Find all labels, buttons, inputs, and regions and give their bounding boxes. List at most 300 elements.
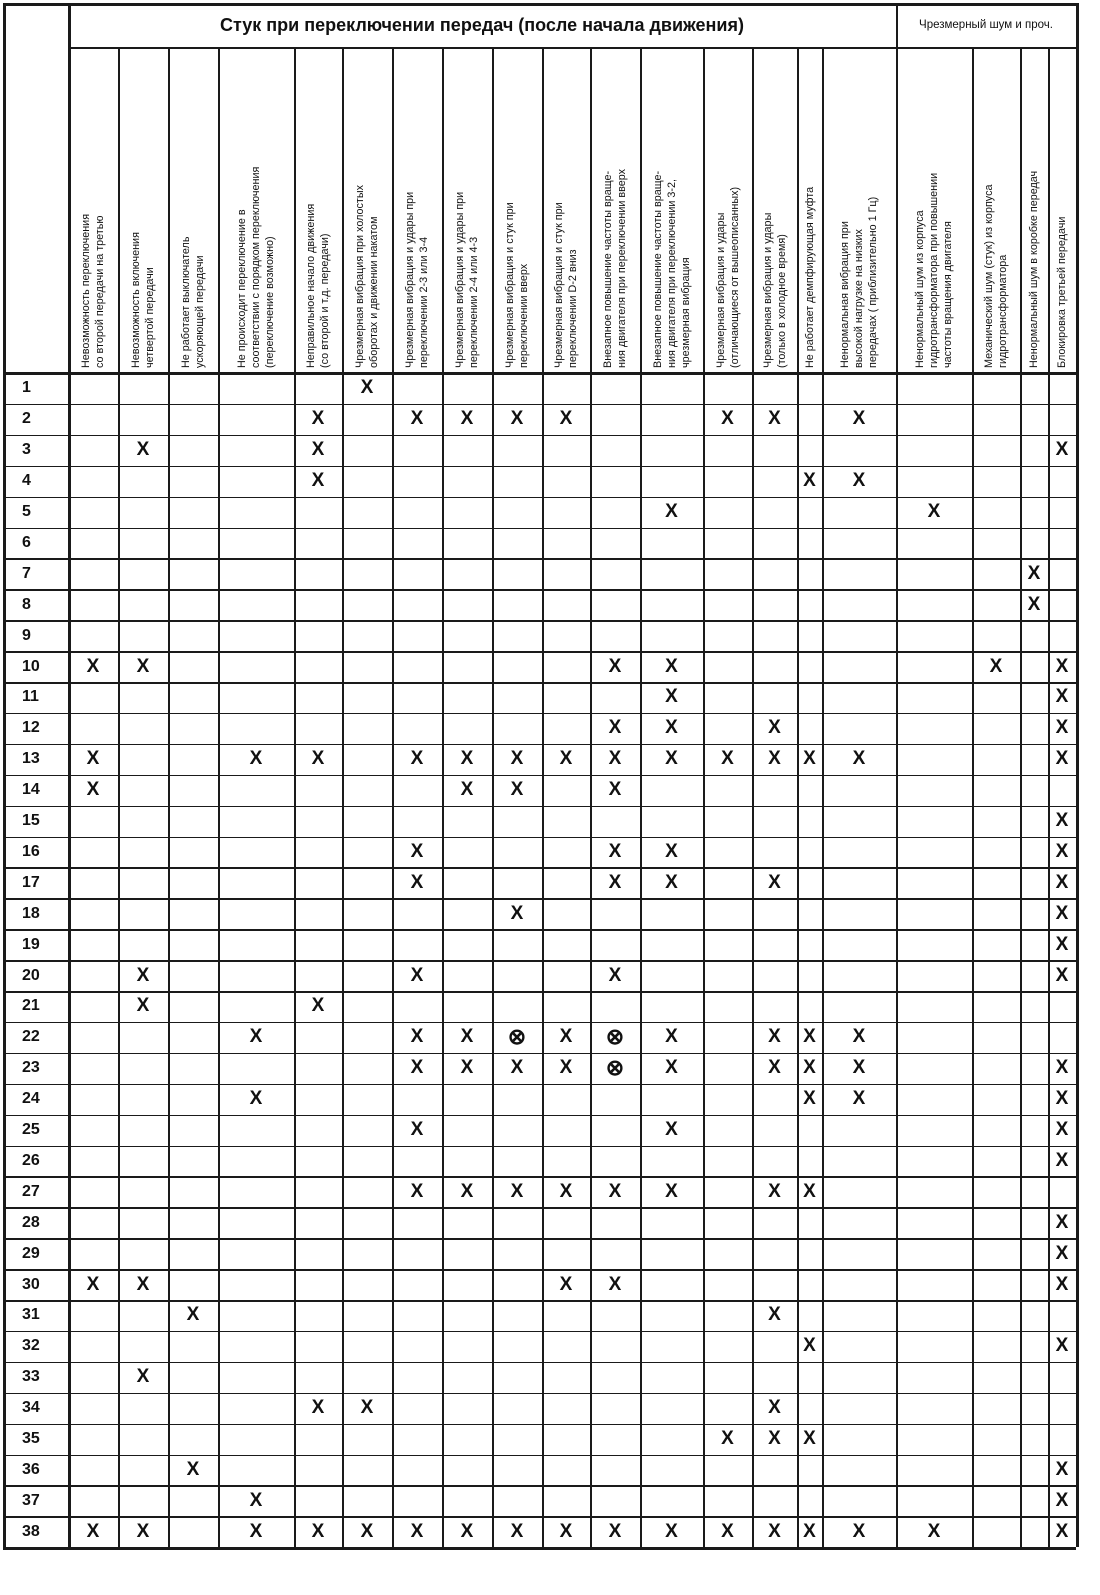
x-mark: X bbox=[460, 1520, 474, 1542]
x-mark: X bbox=[803, 748, 816, 770]
row-number: 36 bbox=[22, 1460, 40, 1478]
row-number: 37 bbox=[22, 1491, 40, 1509]
column-header-8 bbox=[442, 47, 492, 372]
x-mark: X bbox=[249, 1489, 263, 1511]
x-mark: X bbox=[1055, 871, 1069, 893]
x-mark: X bbox=[559, 408, 573, 430]
x-mark: X bbox=[665, 655, 678, 677]
x-mark: X bbox=[311, 439, 325, 461]
column-header-line: переключении 2-4 или 4-3 bbox=[468, 236, 480, 368]
grid-line-row bbox=[3, 806, 1076, 808]
x-mark: X bbox=[410, 748, 424, 770]
grid-line-row bbox=[3, 1424, 1076, 1426]
grid-line-row bbox=[3, 620, 1076, 622]
x-mark: X bbox=[665, 686, 678, 708]
x-mark: X bbox=[768, 717, 781, 739]
x-mark: X bbox=[803, 1335, 816, 1357]
grid-line-column bbox=[294, 47, 296, 1547]
column-header-line: (только в холодное время) bbox=[775, 234, 788, 368]
x-mark: X bbox=[721, 748, 734, 770]
grid-line-row bbox=[3, 1362, 1076, 1364]
x-mark: X bbox=[86, 779, 100, 801]
row-number: 25 bbox=[22, 1121, 40, 1139]
row-number: 18 bbox=[22, 904, 40, 922]
column-header-line: (со второй и т.д. передачи) bbox=[319, 233, 331, 368]
x-mark: X bbox=[665, 1057, 678, 1079]
column-header-6 bbox=[342, 47, 392, 372]
x-mark: X bbox=[852, 1057, 866, 1079]
x-mark: X bbox=[311, 995, 325, 1017]
x-mark: X bbox=[136, 439, 150, 461]
column-header-4 bbox=[218, 47, 294, 372]
x-mark: X bbox=[665, 717, 678, 739]
x-mark: X bbox=[665, 748, 678, 770]
column-header-line: Не работает демпфирующая муфта bbox=[803, 186, 816, 368]
x-mark: X bbox=[768, 1304, 781, 1326]
grid-line-row bbox=[3, 1516, 1076, 1518]
x-mark: X bbox=[927, 1520, 941, 1542]
grid-line-row bbox=[3, 929, 1076, 931]
row-number: 6 bbox=[22, 533, 31, 551]
x-mark: X bbox=[927, 501, 941, 523]
column-header-15 bbox=[797, 47, 822, 372]
x-mark: X bbox=[249, 1520, 263, 1542]
x-mark: X bbox=[1055, 933, 1069, 955]
x-mark: X bbox=[1027, 593, 1041, 615]
x-mark: X bbox=[86, 1273, 100, 1295]
grid-line-column bbox=[1020, 47, 1022, 1547]
row-number: 8 bbox=[22, 595, 31, 613]
column-header-line: гидротрансформатора при повышении bbox=[928, 172, 940, 368]
grid-line-row bbox=[3, 528, 1076, 530]
column-header-line: Невозможность переключения bbox=[80, 213, 92, 368]
row-number: 38 bbox=[22, 1522, 40, 1540]
grid-line-column bbox=[392, 47, 394, 1547]
grid-line-row bbox=[3, 1115, 1076, 1117]
x-mark: X bbox=[1055, 1273, 1069, 1295]
x-mark: X bbox=[136, 964, 150, 986]
x-mark: X bbox=[852, 748, 866, 770]
x-mark: X bbox=[803, 1057, 816, 1079]
x-mark: X bbox=[311, 748, 325, 770]
row-number: 27 bbox=[22, 1182, 40, 1200]
grid-line-row bbox=[3, 558, 1076, 560]
x-mark: X bbox=[852, 1026, 866, 1048]
x-mark: X bbox=[803, 1088, 816, 1110]
x-mark: X bbox=[852, 1520, 866, 1542]
column-header-line: Ненормальный шум в коробке передач bbox=[1028, 170, 1040, 368]
column-header-line: переключении вверх bbox=[518, 263, 530, 368]
row-number: 7 bbox=[22, 564, 31, 582]
row-number: 1 bbox=[22, 379, 31, 397]
column-header-line: Ненормальный шум из корпуса bbox=[914, 210, 926, 368]
grid-line-column bbox=[1048, 47, 1050, 1547]
x-mark: X bbox=[86, 1520, 100, 1542]
x-mark: X bbox=[1055, 1088, 1069, 1110]
column-header-line: Чрезмерная вибрация и удары bbox=[761, 212, 774, 368]
x-mark: X bbox=[360, 1397, 374, 1419]
column-header-line: передачах ( приблизительно 1 Гц) bbox=[867, 196, 879, 368]
x-mark: X bbox=[768, 1026, 781, 1048]
x-mark: X bbox=[410, 871, 424, 893]
x-mark: X bbox=[803, 1428, 816, 1450]
x-mark: X bbox=[410, 1057, 424, 1079]
column-header-14 bbox=[752, 47, 797, 372]
x-mark: X bbox=[510, 408, 524, 430]
x-mark: X bbox=[1055, 748, 1069, 770]
row-number: 24 bbox=[22, 1090, 40, 1108]
grid-line-column bbox=[342, 47, 344, 1547]
x-mark: X bbox=[768, 748, 781, 770]
grid-line-column bbox=[972, 47, 974, 1547]
x-mark: X bbox=[460, 779, 474, 801]
x-mark: X bbox=[852, 408, 866, 430]
grid-line-column bbox=[797, 47, 799, 1547]
grid-line-header bbox=[3, 372, 1076, 375]
column-header-line: Не происходит переключение в bbox=[236, 209, 248, 368]
row-number: 12 bbox=[22, 719, 40, 737]
column-header-13 bbox=[703, 47, 752, 372]
grid-line-row bbox=[3, 991, 1076, 993]
grid-line-row bbox=[3, 713, 1076, 715]
column-header-line: Невозможность включения bbox=[130, 232, 142, 368]
x-mark: X bbox=[410, 840, 424, 862]
circled-x-mark: ⊗ bbox=[507, 1024, 527, 1050]
column-header-line: гидротрансформатора bbox=[997, 254, 1009, 368]
row-number: 3 bbox=[22, 441, 31, 459]
x-mark: X bbox=[768, 1520, 781, 1542]
column-header-19 bbox=[1020, 47, 1048, 372]
x-mark: X bbox=[768, 408, 781, 430]
grid-line-row bbox=[3, 837, 1076, 839]
x-mark: X bbox=[1055, 717, 1069, 739]
x-mark: X bbox=[665, 501, 678, 523]
column-header-line: со второй передачи на третью bbox=[94, 215, 106, 368]
column-header-line: Ненормальная вибрация при bbox=[839, 221, 851, 368]
x-mark: X bbox=[768, 1397, 781, 1419]
column-header-line: Чрезмерная вибрация и удары при bbox=[454, 191, 466, 368]
row-number: 4 bbox=[22, 472, 31, 490]
grid-line-row bbox=[3, 589, 1076, 591]
row-number: 10 bbox=[22, 657, 40, 675]
x-mark: X bbox=[852, 470, 866, 492]
row-number: 11 bbox=[22, 688, 39, 706]
grid-line-row bbox=[3, 1300, 1076, 1302]
column-header-line: ния двигателя при переключении вверх bbox=[616, 168, 628, 368]
x-mark: X bbox=[608, 1520, 622, 1542]
x-mark: X bbox=[721, 408, 734, 430]
column-header-line: Чрезмерная вибрация при холостых bbox=[354, 184, 366, 368]
x-mark: X bbox=[559, 1026, 573, 1048]
grid-line-row bbox=[3, 1485, 1076, 1487]
x-mark: X bbox=[410, 408, 424, 430]
grid-line-row bbox=[3, 775, 1076, 777]
x-mark: X bbox=[510, 1057, 524, 1079]
x-mark: X bbox=[989, 655, 1003, 677]
row-number: 21 bbox=[22, 997, 40, 1015]
x-mark: X bbox=[86, 655, 100, 677]
x-mark: X bbox=[249, 1088, 263, 1110]
column-header-11 bbox=[590, 47, 640, 372]
x-mark: X bbox=[608, 840, 622, 862]
grid-line-column bbox=[822, 47, 824, 1547]
x-mark: X bbox=[559, 1520, 573, 1542]
grid-line-column bbox=[68, 3, 71, 1547]
x-mark: X bbox=[311, 1397, 325, 1419]
x-mark: X bbox=[249, 748, 263, 770]
grid-line-row bbox=[3, 1022, 1076, 1024]
column-header-line: соответствии с порядком переключения bbox=[250, 166, 262, 368]
row-number: 9 bbox=[22, 626, 31, 644]
group-title-excessive-noise: Чрезмерный шум и проч. bbox=[919, 19, 1053, 31]
grid-line-row bbox=[3, 1053, 1076, 1055]
grid-line-column bbox=[3, 3, 6, 1547]
x-mark: X bbox=[311, 470, 325, 492]
grid-line-column bbox=[492, 47, 494, 1547]
x-mark: X bbox=[510, 902, 524, 924]
column-header-line: Блокировка третьей передачи bbox=[1056, 216, 1068, 368]
x-mark: X bbox=[136, 1366, 150, 1388]
row-number: 26 bbox=[22, 1151, 40, 1169]
grid-line-column bbox=[703, 47, 705, 1547]
column-header-line: чрезмерная вибрация bbox=[679, 257, 692, 368]
x-mark: X bbox=[559, 1057, 573, 1079]
x-mark: X bbox=[360, 377, 374, 399]
x-mark: X bbox=[186, 1304, 200, 1326]
x-mark: X bbox=[665, 1026, 678, 1048]
column-header-12 bbox=[640, 47, 703, 372]
x-mark: X bbox=[608, 871, 622, 893]
x-mark: X bbox=[608, 655, 622, 677]
row-number: 23 bbox=[22, 1059, 40, 1077]
column-header-line: переключении D-2 вниз bbox=[567, 249, 579, 368]
x-mark: X bbox=[665, 1119, 678, 1141]
grid-line-row bbox=[3, 744, 1076, 746]
column-header-3 bbox=[168, 47, 218, 372]
x-mark: X bbox=[1055, 964, 1069, 986]
grid-line-row bbox=[3, 466, 1076, 468]
column-header-18 bbox=[972, 47, 1020, 372]
row-number: 29 bbox=[22, 1244, 40, 1262]
column-header-line: (переключение возможно) bbox=[264, 236, 276, 368]
x-mark: X bbox=[136, 1273, 150, 1295]
grid-line-column bbox=[896, 3, 898, 1547]
x-mark: X bbox=[1055, 1242, 1069, 1264]
x-mark: X bbox=[608, 779, 622, 801]
x-mark: X bbox=[186, 1458, 200, 1480]
column-header-17 bbox=[896, 47, 972, 372]
column-header-line: ния двигателя при переключении 3-2, bbox=[665, 179, 678, 368]
grid-line-row bbox=[3, 1084, 1076, 1086]
column-header-line: оборотах и движении накатом bbox=[368, 216, 380, 368]
column-header-line: Чрезмерная вибрация и стук при bbox=[553, 202, 565, 368]
x-mark: X bbox=[608, 717, 622, 739]
x-mark: X bbox=[803, 1026, 816, 1048]
row-number: 13 bbox=[22, 750, 40, 768]
x-mark: X bbox=[136, 1520, 150, 1542]
x-mark: X bbox=[559, 1180, 573, 1202]
x-mark: X bbox=[559, 748, 573, 770]
x-mark: X bbox=[1055, 439, 1069, 461]
row-number: 35 bbox=[22, 1430, 40, 1448]
x-mark: X bbox=[665, 840, 678, 862]
grid-line-column bbox=[1076, 3, 1079, 1547]
x-mark: X bbox=[665, 871, 678, 893]
column-header-1 bbox=[68, 47, 118, 372]
column-header-line: (отличающиеся от вышеописанных) bbox=[728, 186, 741, 368]
column-header-line: Внезапное повышение частоты враще- bbox=[602, 170, 614, 368]
x-mark: X bbox=[665, 1180, 678, 1202]
x-mark: X bbox=[1027, 562, 1041, 584]
x-mark: X bbox=[1055, 1119, 1069, 1141]
x-mark: X bbox=[721, 1428, 734, 1450]
x-mark: X bbox=[410, 964, 424, 986]
group-title-gear-shift-knock: Стук при переключении передач (после начала движения) bbox=[220, 14, 744, 35]
column-header-line: частоты вращения двигателя bbox=[942, 221, 954, 368]
x-mark: X bbox=[852, 1088, 866, 1110]
x-mark: X bbox=[510, 1520, 524, 1542]
column-header-line: Чрезмерная вибрация и удары bbox=[714, 212, 727, 368]
grid-line-column bbox=[168, 47, 170, 1547]
x-mark: X bbox=[1055, 1057, 1069, 1079]
x-mark: X bbox=[1055, 1149, 1069, 1171]
x-mark: X bbox=[311, 408, 325, 430]
grid-line-row bbox=[3, 1146, 1076, 1148]
row-number: 32 bbox=[22, 1337, 40, 1355]
row-number: 33 bbox=[22, 1368, 40, 1386]
circled-x-mark: ⊗ bbox=[605, 1055, 625, 1081]
x-mark: X bbox=[608, 1273, 622, 1295]
row-number: 16 bbox=[22, 842, 40, 860]
x-mark: X bbox=[768, 1180, 781, 1202]
x-mark: X bbox=[410, 1180, 424, 1202]
column-header-line: переключении 2-3 или 3-4 bbox=[418, 236, 430, 368]
x-mark: X bbox=[721, 1520, 734, 1542]
row-number: 22 bbox=[22, 1028, 40, 1046]
grid-line-column bbox=[542, 47, 544, 1547]
x-mark: X bbox=[1055, 1335, 1069, 1357]
row-number: 17 bbox=[22, 873, 40, 891]
x-mark: X bbox=[1055, 902, 1069, 924]
column-header-5 bbox=[294, 47, 342, 372]
x-mark: X bbox=[1055, 1458, 1069, 1480]
x-mark: X bbox=[360, 1520, 374, 1542]
column-header-2 bbox=[118, 47, 168, 372]
grid-line-column bbox=[442, 47, 444, 1547]
column-header-9 bbox=[492, 47, 542, 372]
row-number: 31 bbox=[22, 1306, 40, 1324]
grid-line-row bbox=[3, 960, 1076, 962]
x-mark: X bbox=[608, 748, 622, 770]
grid-line-column bbox=[590, 47, 592, 1547]
grid-line-row bbox=[3, 1207, 1076, 1209]
column-header-10 bbox=[542, 47, 590, 372]
x-mark: X bbox=[1055, 840, 1069, 862]
column-header-line: Внезапное повышение частоты враще- bbox=[651, 170, 664, 368]
grid-line-row bbox=[3, 1393, 1076, 1395]
x-mark: X bbox=[86, 748, 100, 770]
x-mark: X bbox=[803, 470, 816, 492]
x-mark: X bbox=[665, 1520, 678, 1542]
x-mark: X bbox=[608, 1180, 622, 1202]
x-mark: X bbox=[1055, 1489, 1069, 1511]
x-mark: X bbox=[311, 1520, 325, 1542]
grid-line-row bbox=[3, 404, 1076, 406]
row-number: 15 bbox=[22, 812, 40, 830]
grid-line-row bbox=[3, 1331, 1076, 1333]
x-mark: X bbox=[1055, 655, 1069, 677]
grid-line-row bbox=[3, 1455, 1076, 1457]
row-number: 20 bbox=[22, 966, 40, 984]
grid-line-row bbox=[3, 497, 1076, 499]
grid-line-row bbox=[3, 867, 1076, 869]
column-header-line: высокой нагрузке на низких bbox=[853, 229, 865, 368]
row-number: 28 bbox=[22, 1213, 40, 1231]
x-mark: X bbox=[510, 1180, 524, 1202]
circled-x-mark: ⊗ bbox=[605, 1024, 625, 1050]
grid-line-row bbox=[3, 682, 1076, 684]
x-mark: X bbox=[410, 1119, 424, 1141]
x-mark: X bbox=[559, 1273, 573, 1295]
x-mark: X bbox=[136, 655, 150, 677]
row-number: 34 bbox=[22, 1399, 40, 1417]
grid-line-row bbox=[3, 1176, 1076, 1178]
x-mark: X bbox=[1055, 686, 1069, 708]
grid-line-column bbox=[118, 47, 120, 1547]
x-mark: X bbox=[460, 1057, 474, 1079]
x-mark: X bbox=[136, 995, 150, 1017]
x-mark: X bbox=[460, 748, 474, 770]
column-header-7 bbox=[392, 47, 442, 372]
grid-line-row bbox=[3, 1238, 1076, 1240]
x-mark: X bbox=[460, 1180, 474, 1202]
grid-line-row bbox=[3, 435, 1076, 437]
row-number: 5 bbox=[22, 503, 31, 521]
grid-line-column bbox=[218, 47, 220, 1547]
x-mark: X bbox=[460, 1026, 474, 1048]
x-mark: X bbox=[410, 1520, 424, 1542]
grid-line-top bbox=[3, 3, 1076, 6]
x-mark: X bbox=[803, 1520, 816, 1542]
column-header-16 bbox=[822, 47, 896, 372]
grid-line-column bbox=[640, 47, 642, 1547]
x-mark: X bbox=[1055, 810, 1069, 832]
grid-line-column bbox=[752, 47, 754, 1547]
x-mark: X bbox=[1055, 1520, 1069, 1542]
x-mark: X bbox=[768, 1428, 781, 1450]
column-header-line: ускоряющей передачи bbox=[194, 255, 206, 368]
column-header-line: Неправильное начало движения bbox=[305, 203, 317, 368]
x-mark: X bbox=[1055, 1211, 1069, 1233]
grid-line-row bbox=[3, 898, 1076, 900]
column-header-20 bbox=[1048, 47, 1076, 372]
column-header-line: четвертой передачи bbox=[144, 267, 156, 368]
x-mark: X bbox=[608, 964, 622, 986]
x-mark: X bbox=[510, 748, 524, 770]
grid-line-row bbox=[3, 1547, 1076, 1550]
x-mark: X bbox=[510, 779, 524, 801]
column-header-line: Чрезмерная вибрация и стук при bbox=[504, 202, 516, 368]
row-number: 2 bbox=[22, 410, 31, 428]
grid-line-row bbox=[3, 1269, 1076, 1271]
x-mark: X bbox=[410, 1026, 424, 1048]
x-mark: X bbox=[249, 1026, 263, 1048]
column-header-line: Чрезмерная вибрация и удары при bbox=[404, 191, 416, 368]
row-number: 19 bbox=[22, 935, 40, 953]
row-number: 30 bbox=[22, 1275, 40, 1293]
x-mark: X bbox=[803, 1180, 816, 1202]
column-header-line: Не работает выключатель bbox=[180, 236, 192, 368]
